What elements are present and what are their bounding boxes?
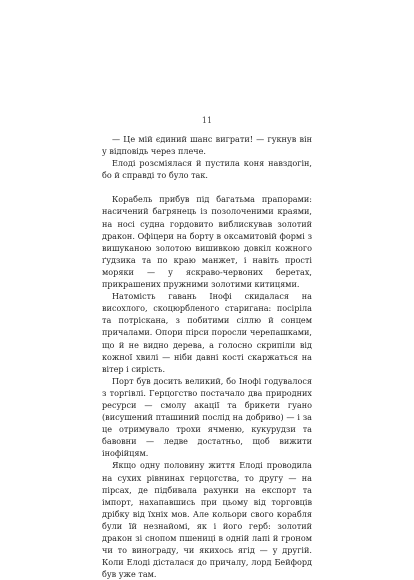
paragraph: Натомість гавань Інофі скидалася на висохлого, скоцюрбленого старигана: посірілa та потріскана, з побитими сіллю й сонцем причалами. Опори пірси поросли черепашками, що й не видно дерева, а голосно скрипіли від кожної хвилі — ніби давні кості скаржаться на вітер і сирість. (102, 291, 312, 374)
paragraph: Елоді розсміялася й пустила коня навздогін, бо й справді то було так. (102, 158, 312, 181)
paragraph: Корабель прибув під багатьма прапорами: насичений багрянець із позолоченими краями, на носі судна гордовито виблискував золотий дракон. Офіцери на борту в оксамитовій формі з вишуканою золотою вишивкою довкіл кожного ґудзика та по краю манжет, і навіть прості моряки — у яскраво-червоних беретах, прикрашених пружними золотими китицями. (102, 194, 312, 290)
page-number: 11 (201, 116, 213, 125)
section-break (102, 181, 312, 193)
paragraph: Порт був досить великий, бо Інофі годувалося з торгівлі. Герцогство постачало два природних ресурси — смолу акації та брикети гуано (висушений пташиний послід на добриво) — і за це отримувало трохи ячменю, кукурудзи та бавовни — ледве достатньо, щоб вижити інофійцям. (102, 375, 312, 459)
paragraph: Якщо одну половину життя Елоді проводила на сухих рівнинах герцогства, то другу — на пірсах, де підбивала рахунки на експорт та імпорт, нахапавшись при цьому від торговців дрібку від їхніх мов. Але кольори свого корабля були їй незнайомі, як і його герб: золотий дракон зі снопом пшениці в одній лапі й гроном чи то винограду, чи якихось ягід — у другій. Коли Елоді дісталася до причалу, лорд Бейфорд був уже там. (102, 460, 312, 580)
paragraph: — Це мій єдиний шанс виграти! — гукнув він у відповідь через плече. (102, 134, 312, 157)
body-text (102, 133, 312, 580)
